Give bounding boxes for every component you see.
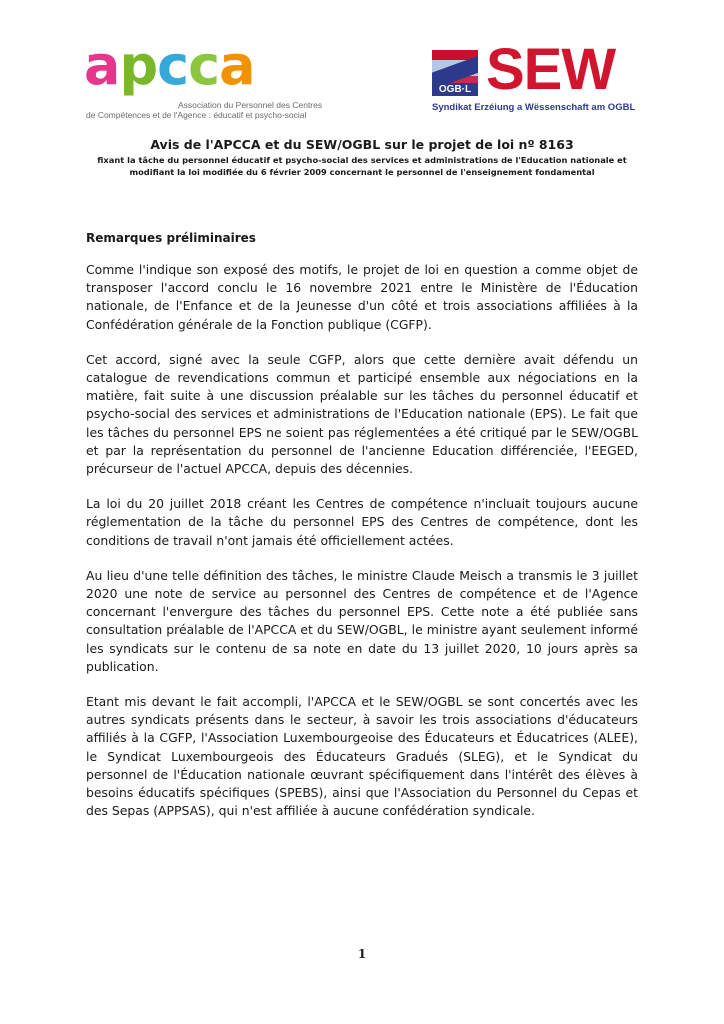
apcca-wordmark bbox=[84, 34, 334, 97]
sew-wordmark: SEW bbox=[486, 37, 616, 102]
apcca-subtitle-line1: Association du Personnel des Centres bbox=[178, 100, 323, 110]
paragraph: Comme l'indique son exposé des motifs, le projet de loi en question a comme objet de transposer l'accord conclu le 16 novembre 2021 entre le Ministère de l'Éducation nationale, de l'Enfance et de la Jeunesse d'un côté et trois associations affiliées à la Confédération générale de la Fonction publique (CGFP). bbox=[86, 262, 638, 332]
sew-ogbl-logo bbox=[430, 37, 640, 116]
apcca-letter: a bbox=[84, 34, 119, 97]
paragraph: Au lieu d'une telle définition des tâches, le ministre Claude Meisch a transmis le 3 juillet 2020 une note de service au personnel des Centres de compétence et de l'Agence concernant l'envergure des tâches du personnel EPS. Cette note a été publiée sans consultation préalable de l'APCCA et du SEW/OGBL, le ministre ayant seulement informé les syndicats sur le contenu de sa note en date du 13 juillet 2020, 10 jours après sa publication. bbox=[86, 567, 638, 674]
ogbl-emblem-icon bbox=[432, 50, 478, 96]
apcca-letter: c bbox=[188, 34, 219, 97]
document-subtitle: fixant la tâche du personnel éducatif et psycho-social des services et administrations de l'Education nationale et modifiant la loi modifiée du 6 février 2009 concernant le personnel de l'enseignement fondamental bbox=[97, 155, 627, 177]
sew-subtitle: Syndikat Erzéiung a Wëssenschaft am OGBL bbox=[432, 102, 636, 113]
paragraph: La loi du 20 juillet 2018 créant les Centres de compétence n'incluait toujours aucune réglementation de la tâche du personnel EPS des Centres de compétence, dont les conditions de travail n'ont jamais été officiellement actées. bbox=[86, 496, 638, 548]
document-title-block bbox=[86, 137, 638, 178]
paragraph: Cet accord, signé avec la seule CGFP, alors que cette dernière avait défendu un catalogue de revendications commun et participé ensemble aux négociations en la matière, fait suite à une discussion préalable sur les tâches du personnel éducatif et psycho-social des services et administrations de l'Education nationale (EPS). Le fait que les tâches du personnel EPS ne soient pas réglementées a été critiqué par le SEW/OGBL et par la représentation du personnel de l'ancienne Education différenciée, l'EEGED, précurseur de l'actuel APCCA, depuis des décennies. bbox=[86, 351, 638, 477]
ogbl-badge-label: OGB·L bbox=[432, 83, 478, 96]
apcca-subtitle-line2: de Compétences et de l'Agence : éducatif et psycho-social bbox=[86, 110, 307, 120]
page-number: 1 bbox=[357, 947, 367, 961]
document-title: Avis de l'APCCA et du SEW/OGBL sur le projet de loi nº 8163 bbox=[150, 137, 574, 152]
apcca-letter: p bbox=[119, 34, 157, 97]
apcca-letter: a bbox=[219, 34, 254, 97]
section-heading: Remarques préliminaires bbox=[86, 231, 256, 245]
apcca-letter: c bbox=[157, 34, 188, 97]
paragraph: Etant mis devant le fait accompli, l'APCCA et le SEW/OGBL se sont concertés avec les autres syndicats présents dans le secteur, à savoir les trois associations d'éducateurs affiliés à la CGFP, l'Association Luxembourgeoise des Éducateurs et Éducatrices (ALEE), le Syndicat Luxembourgeois des Éducateurs Gradués (SLEG), et le Syndicat du personnel de l'Éducation nationale œuvrant spécifiquement dans l'intérêt des élèves à besoins éducatifs spécifiques (SPEBS), ainsi que l'Association du Personnel du Cepas et des Sepas (APPSAS), qui n'est affiliée à aucune confédération syndicale. bbox=[86, 694, 638, 819]
document-body bbox=[86, 230, 638, 837]
apcca-logo bbox=[84, 34, 334, 124]
